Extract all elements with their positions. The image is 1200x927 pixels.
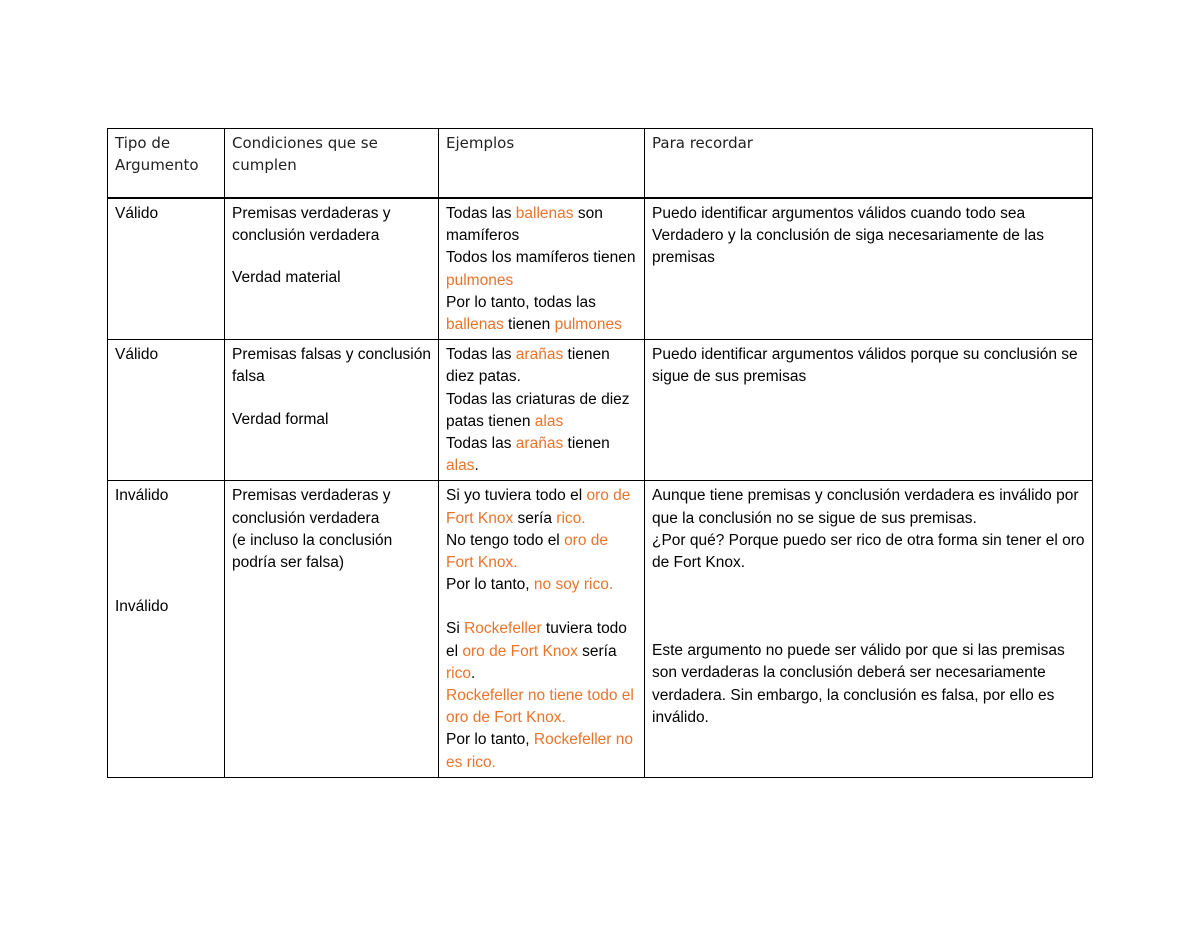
tipo-label: Válido [115,205,159,222]
ejemplo-text [446,203,637,336]
cell-tipo [108,198,225,340]
plain-text: Por lo tanto, [446,576,534,594]
cell-ejemplo [439,198,645,340]
cell-condiciones [225,481,439,777]
ejemplo-line [446,485,637,529]
plain-text: Si [446,620,465,638]
ejemplo-line [446,389,637,433]
highlighted-term: Rockefeller no tiene todo el oro de Fort Knox. [446,687,634,727]
plain-text: . [470,664,476,682]
table-row [108,481,1093,777]
table-header-row [108,129,1093,199]
tipo-label: Inválido [115,487,169,505]
plain-text: Todas las criaturas de diez patas tienen [446,390,630,430]
ejemplo-text [446,485,637,596]
header-tipo: Tipo de Argumento [108,129,225,199]
plain-text: son mamíferos [446,205,603,245]
argument-types-table [107,128,1093,778]
ejemplo-line [446,574,637,596]
plain-text: . [474,457,479,475]
tipo-label-2: Inválido [115,597,169,615]
ejemplo-line [446,618,637,685]
recordar-text: Puedo identificar argumentos válidos porque su conclusión se sigue de sus premisas [652,346,1078,386]
highlighted-term: oro de Fort Knox. [446,531,609,572]
plain-text: Por lo tanto, [446,731,534,749]
cell-tipo [108,481,225,777]
highlighted-term: alas [446,457,475,475]
recordar-text: Aunque tiene premisas y conclusión verdadera es inválido por que la conclusión no se sigue de sus premisas. [652,487,1079,527]
tipo-label: Válido [115,346,159,364]
condicion-text: Premisas falsas y conclusión falsa [232,346,431,386]
recordar-text: ¿Por qué? Porque puedo ser rico de otra forma sin tener el oro de Fort Knox. [652,531,1085,572]
highlighted-term: ballenas [515,205,574,222]
ejemplo-line [446,292,637,336]
plain-text: Todas las [446,205,516,222]
ejemplo-line [446,685,637,729]
highlighted-term: pulmones [554,316,622,334]
recordar-text-2: Este argumento no puede ser válido por que si las premisas son verdaderas la conclusión deberá ser necesariamente verdadera. Sin embargo, la conclusión es falsa, por ello es inválido. [652,642,1065,726]
plain-text: sería [513,509,557,527]
highlighted-term: rico. [556,509,586,527]
highlighted-term: arañas [515,346,564,364]
highlighted-term: pulmones [446,271,514,289]
cell-tipo [108,340,225,481]
highlighted-term: alas [534,412,564,430]
highlighted-term: rico [446,664,471,682]
cell-ejemplo [439,481,645,777]
highlighted-term: oro de Fort Knox [462,642,578,660]
highlighted-term: oro de Fort Knox [446,487,631,527]
cell-recordar [645,340,1093,481]
cell-ejemplo [439,340,645,481]
plain-text: tienen diez patas. [446,346,610,386]
cell-recordar [645,481,1093,777]
condicion-text: Verdad formal [232,410,329,428]
plain-text: tienen [503,316,555,334]
table-row [108,198,1093,340]
ejemplo-line [446,203,637,247]
highlighted-term: ballenas [446,316,504,334]
header-condiciones: Condiciones que se cumplen [225,129,439,199]
plain-text: sería [577,642,617,660]
plain-text: tienen [563,435,610,453]
plain-text: Todas las [446,435,516,453]
plain-text: tuviera todo el [446,620,627,660]
ejemplo-text-2 [446,618,637,773]
ejemplo-line [446,530,637,574]
cell-condiciones [225,198,439,340]
plain-text: Si yo tuviera todo el [446,487,587,505]
condicion-text: (e incluso la conclusión podría ser falsa) [232,531,393,572]
highlighted-term: arañas [515,435,564,453]
plain-text: Todas las [446,346,516,364]
highlighted-term: Rockefeller [464,620,542,638]
header-recordar: Para recordar [645,129,1093,199]
condicion-text: Verdad material [232,269,341,287]
condicion-text: Premisas verdaderas y conclusión verdadera [232,487,391,527]
ejemplo-line [446,729,637,773]
ejemplo-line [446,247,637,291]
condicion-text: Premisas verdaderas y conclusión verdadera [232,205,391,245]
header-ejemplos: Ejemplos [439,129,645,199]
highlighted-term: no soy rico. [533,576,614,594]
cell-condiciones [225,340,439,481]
ejemplo-text [446,344,637,477]
plain-text: No tengo todo el [446,531,565,549]
highlighted-term: Rockefeller no es rico. [446,731,633,771]
plain-text: Por lo tanto, todas las [446,293,596,311]
table-row [108,340,1093,481]
cell-recordar [645,198,1093,340]
ejemplo-line [446,344,637,388]
plain-text: Todos los mamíferos tienen [446,249,636,267]
recordar-text: Puedo identificar argumentos válidos cuando todo sea Verdadero y la conclusión de siga necesariamente de las premisas [652,205,1045,267]
ejemplo-line [446,433,637,477]
